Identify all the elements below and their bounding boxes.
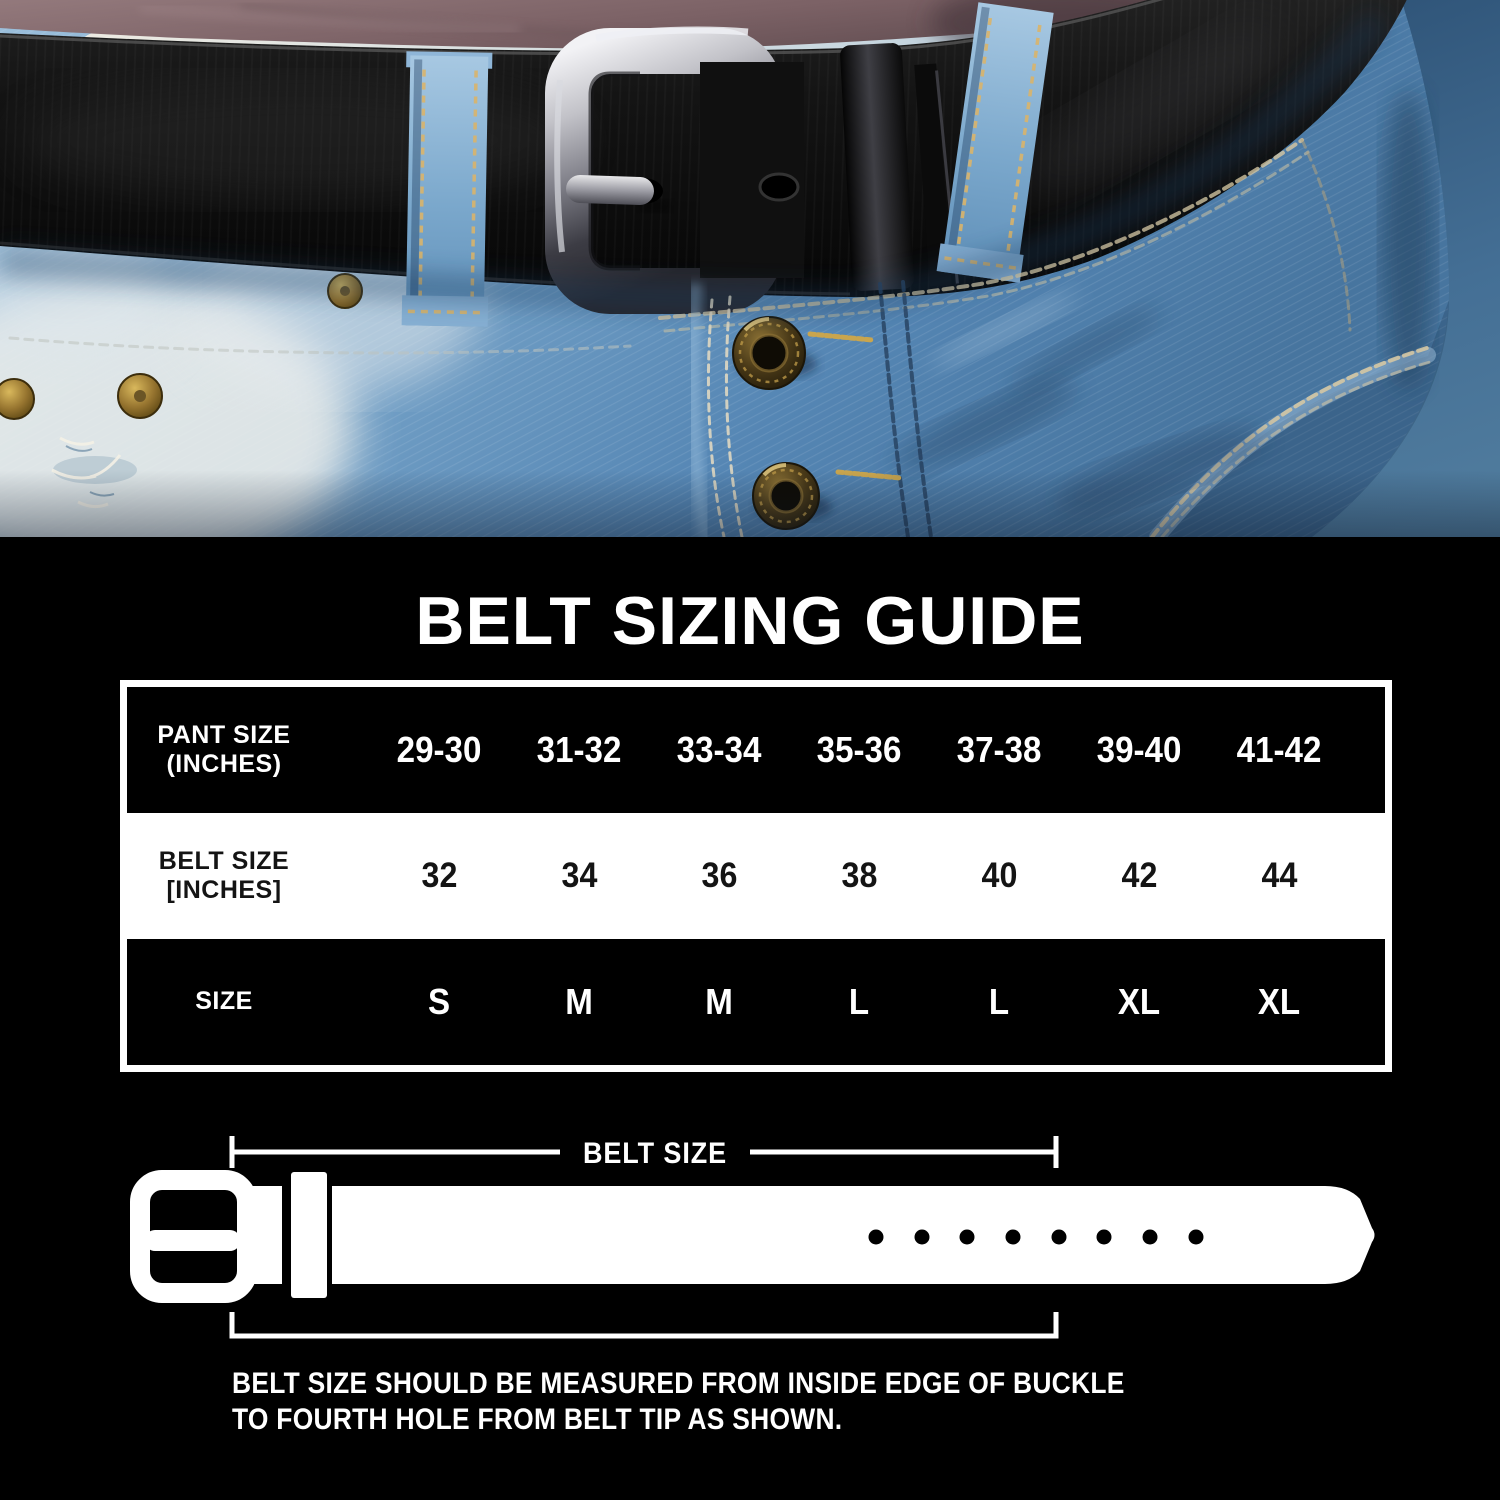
belt-diagram-prong	[145, 1230, 240, 1251]
page-title: BELT SIZING GUIDE	[415, 583, 1085, 659]
size-letter-cell: XL	[1117, 980, 1161, 1022]
measure-bracket	[232, 1312, 1056, 1336]
size-letter-cell: L	[988, 980, 1010, 1022]
belt-diagram	[140, 1172, 1375, 1298]
belt-lifestyle-photo	[0, 0, 1500, 537]
belt-size-cell: 44	[1261, 856, 1297, 896]
row-label-belt-size: BELT SIZE [INCHES]	[158, 846, 290, 904]
belt-size-cell: 40	[981, 856, 1017, 896]
belt-size-cell: 32	[421, 856, 457, 896]
buckle-prong	[566, 174, 655, 205]
size-letter-cell: M	[705, 980, 733, 1022]
row-label-pant-size: PANT SIZE (INCHES)	[157, 720, 291, 778]
table-row-size	[127, 939, 1385, 1065]
belt-diagram-strap	[332, 1186, 1375, 1284]
belt-diagram-strap-start	[251, 1186, 282, 1284]
pant-size-cell: 35-36	[816, 728, 902, 770]
size-letter-cell: S	[427, 980, 451, 1022]
table-row-belt-size	[127, 813, 1385, 939]
belt-diagram-keeper	[291, 1172, 327, 1298]
pant-size-cell: 39-40	[1096, 728, 1182, 770]
measurement-note-line: BELT SIZE SHOULD BE MEASURED FROM INSIDE EDGE OF BUCKLE	[232, 1367, 1125, 1400]
size-letter-cell: XL	[1257, 980, 1301, 1022]
size-letter-cell: L	[848, 980, 870, 1022]
pant-size-cell: 33-34	[676, 728, 762, 770]
pant-size-cell: 31-32	[536, 728, 622, 770]
belt-diagram-buckle	[140, 1180, 247, 1293]
measurement-note	[232, 1366, 1125, 1438]
measure-label: BELT SIZE	[583, 1136, 727, 1171]
belt-size-cell: 38	[841, 856, 877, 896]
pant-size-cell: 37-38	[956, 728, 1042, 770]
pant-size-cell: 29-30	[396, 728, 482, 770]
belt-size-cell: 34	[561, 856, 597, 896]
belt-measurement-diagram	[0, 1100, 1500, 1500]
row-label-size: SIZE	[195, 987, 253, 1016]
belt-size-cell: 42	[1121, 856, 1157, 896]
measurement-note-line: TO FOURTH HOLE FROM BELT TIP AS SHOWN.	[232, 1403, 843, 1436]
size-letter-cell: M	[565, 980, 593, 1022]
pant-size-cell: 41-42	[1236, 728, 1322, 770]
belt-size-cell: 36	[701, 856, 737, 896]
sizing-table	[120, 680, 1392, 1072]
belt-hole	[760, 174, 798, 200]
table-row-pant-size	[127, 687, 1385, 813]
